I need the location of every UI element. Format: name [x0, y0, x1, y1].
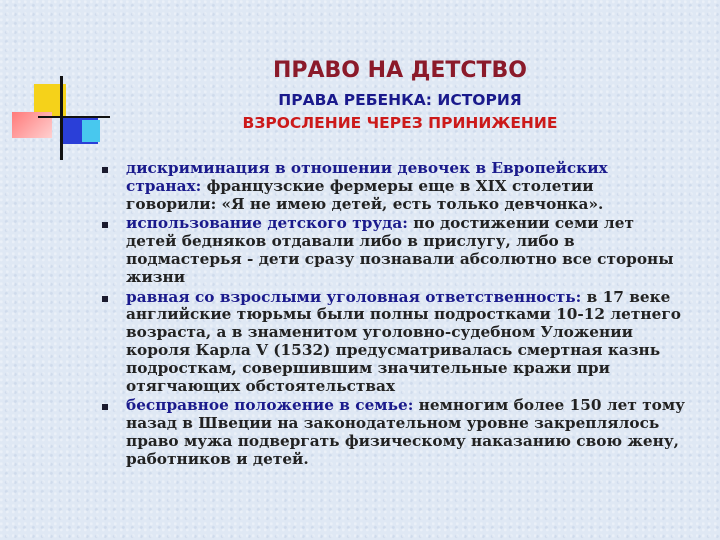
bullet-square-icon: [102, 404, 108, 410]
bullet-square-icon: [102, 296, 108, 302]
list-item: [102, 160, 687, 213]
subtitle-history: ПРАВА РЕБЕНКА: ИСТОРИЯ: [278, 91, 522, 109]
item-lead: равная со взрослыми уголовная ответственность:: [126, 287, 582, 306]
list-item: [102, 289, 687, 396]
item-lead: использование детского труда:: [126, 214, 408, 233]
item-text: французские фермеры еще в XIX столетии говорили: «Я не имею детей, есть только девчонка».: [126, 176, 604, 213]
item-text: в 17 веке английские тюрьмы были полны подростками 10-12 летнего возраста, а в знаменитом уголовно-судебном Уложении короля Карла V (1532) предусматривалась смертная казнь подросткам, совершившим значительные кражи при отягчающих обстоятельствах: [126, 287, 681, 395]
item-text: немногим более 150 лет тому назад в Швеции на законодательном уровне закреплялось право мужа подвергать физическому наказанию свою жену, работников и детей.: [126, 396, 685, 468]
list-item: [102, 397, 687, 468]
item-lead: дискриминация в отношении девочек в Европейских странах:: [126, 159, 608, 195]
subtitle-humiliation: ВЗРОСЛЕНИЕ ЧЕРЕЗ ПРИНИЖЕНИЕ: [242, 114, 558, 132]
bullet-list: [102, 160, 687, 471]
bullet-square-icon: [102, 167, 108, 173]
decorative-logo: [0, 0, 110, 170]
bullet-square-icon: [102, 222, 108, 228]
list-item: [102, 215, 687, 286]
page-title: ПРАВО НА ДЕТСТВО: [272, 58, 528, 83]
item-lead: бесправное положение в семье:: [126, 396, 414, 415]
item-text: по достижении семи лет детей бедняков отдавали либо в прислугу, либо в подмастерья - дети сразу познавали абсолютно все стороны жизни: [126, 214, 674, 286]
